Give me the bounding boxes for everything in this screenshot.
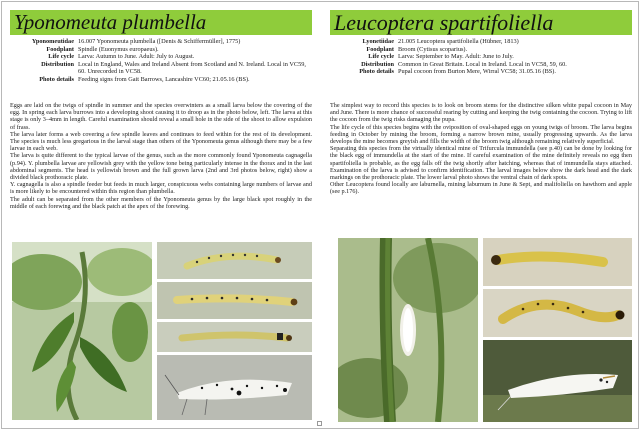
photo-spindle-shoot [12, 242, 152, 420]
paragraph: Y. cagnagella is also a spindle feeder but feeds in much larger, conspicuous webs containing large numbers of larvae and is more likely to be encountered within this region than plumbella. [10, 181, 312, 196]
info-value: 16.007 Yponomeuta plumbella ([Denis & Schiffermüller], 1775) [78, 38, 241, 45]
right-body-text [330, 102, 632, 240]
info-row [10, 38, 312, 46]
info-label: Photo details [359, 68, 394, 76]
info-label: Distribution [41, 60, 74, 68]
photo-broom-cocoon [338, 238, 478, 422]
info-label: Distribution [361, 60, 394, 68]
info-value: Feeding signs from Gait Barrows, Lancashire VC60; 21.05.16 (BS). [78, 75, 250, 83]
paragraph: The larva later forms a web covering a few spindle leaves and continues to feed within for the rest of its development. The species is much less gregarious in the larval stage than others of the Yponomeuta genus although there may be a few larvae in each web. [10, 130, 312, 153]
photo-leucoptera-adult [483, 340, 632, 422]
photo-adult-moth [157, 355, 312, 420]
info-row [10, 53, 312, 61]
paragraph: The life cycle of this species begins with the oviposition of oval-shaped eggs on young twigs of broom. The larva begins feeding in October by mining the broom, forming a narrow brown mine, usually progressing upwards. As the larva develops the mine becomes greyish and fills the width of the broom twig although remaining relatively superficial. [330, 123, 632, 146]
photo-larva-3 [157, 322, 312, 352]
info-row [330, 38, 632, 46]
paragraph: The larva is quite different to the typical larvae of the genus, such as the more commonly found Yponomeuta cagnagella (p.94). Y. plumbella larvae are yellowish grey with the yellow tone being particularly intense in the thorax and in the last abdominal segments. The head is yellowish brown and the full grown larva (2nd and 3rd photos below, right) show a divided black prothoracic plate. [10, 152, 312, 182]
page-marker [317, 421, 322, 426]
info-label: Life cycle [368, 53, 394, 61]
photo-larva-2 [157, 282, 312, 319]
paragraph: Separating this species from the virtually identical mine of Trifurcula immundella (see p.40) can be done by looking for the black egg of immundella at the start of the mine. If careful examination of the mine definitely reveals no egg then spartifoliella is probable, as the egg falls off the twig shortly after hatching, whereas that of immundella stays attached. Examination of the larva is advised to confirm identification. The larval images below show the dark head and the dark markings on the prothoracic plate. The lower larval photo shows the ventral chain of dark spots. [330, 145, 632, 182]
info-row [330, 61, 632, 69]
info-row [10, 76, 312, 84]
info-value: Local in England, Wales and Ireland Absent from Scotland and N. Ireland. Local in VC59, 60. Unrecorded in VC58. [78, 60, 306, 76]
right-page [330, 6, 632, 422]
right-species-title: Leucoptera spartifoliella [330, 10, 632, 35]
info-row [10, 61, 312, 76]
info-row [10, 46, 312, 54]
info-label: Foodplant [366, 45, 394, 53]
info-value: Broom (Cytisus scoparius). [398, 45, 468, 53]
info-row [330, 46, 632, 54]
info-row [330, 68, 632, 76]
right-info-table [330, 38, 632, 76]
photo-larva-1 [157, 242, 312, 279]
info-label: Photo details [39, 75, 74, 83]
info-label: Life cycle [48, 53, 74, 61]
left-species-title: Yponomeuta plumbella [10, 10, 312, 35]
info-label: Yponomeutidae [31, 38, 74, 45]
info-value: 21.005 Leucoptera spartifoliella (Hübner, 1813) [398, 38, 519, 45]
info-value: Common in Great Britain. Local in Ireland. Local in VC58, 59, 60. [398, 60, 567, 68]
info-value: Larva: Autumn to June. Adult: July to August. [78, 53, 195, 61]
left-info-table [10, 38, 312, 84]
paragraph: The simplest way to record this species is to look on broom stems for the distinctive silken white pupal cocoon in May and June. There is more chance of successful rearing by cutting and keeping the twig containing the cocoon. Trying to lift the cocoon from the twig risks damaging the pupa. [330, 102, 632, 124]
photo-leucoptera-larva-2 [483, 289, 632, 337]
photo-leucoptera-larva-1 [483, 238, 632, 286]
paragraph: The adult can be separated from the other members of the Yponomeuta genus by the large black spot roughly in the middle of each forewing and the black patch at the apex of the forewing. [10, 195, 312, 210]
paragraph: Eggs are laid on the twigs of spindle in summer and the species overwinters as a small larva below the covering of the egg. In spring each larva burrows into a developing shoot causing it to droop as in the photo below, left. The larva at this stage is only 3–4mm in length. Careful examination should reveal a small hole in the side of the shoot to allow expulsion of frass. [10, 102, 312, 131]
info-value: Pupal cocoon from Burton Mere, Wirral VC58; 31.05.16 (BS). [398, 68, 556, 76]
info-value: Larva: September to May. Adult: June to July. [398, 53, 514, 61]
info-row [330, 53, 632, 61]
info-value: Spindle (Euonymus europaeus). [78, 45, 159, 53]
info-label: Lyonetiidae [362, 38, 394, 45]
paragraph: Other Leucoptera found locally are laburnella, mining laburnum in June & Sept, and malifoliella on hawthorn and apple (see p.176). [330, 181, 632, 196]
left-page [10, 6, 312, 422]
info-label: Foodplant [46, 45, 74, 53]
left-body-text [10, 102, 312, 240]
